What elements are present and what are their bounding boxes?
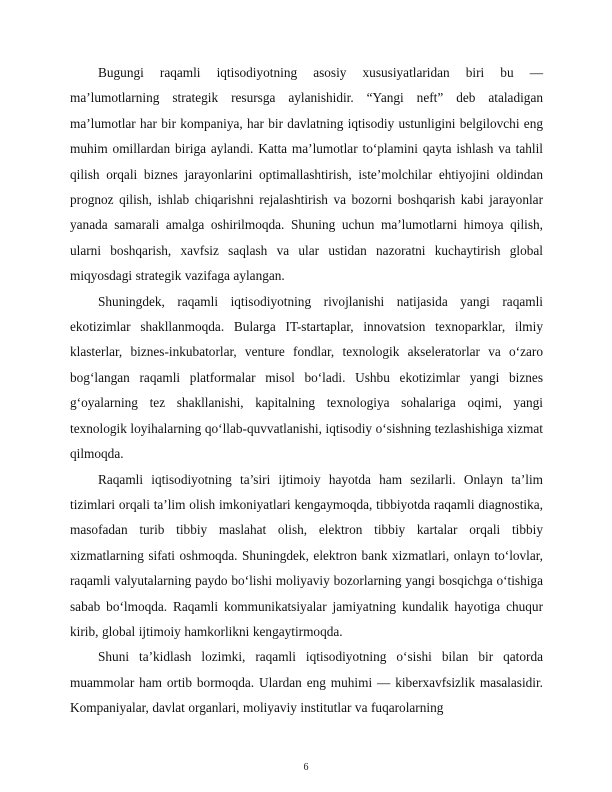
paragraph-data-importance: Bugungi raqamli iqtisodiyotning asosiy xususiyatlaridan biri bu — ma’lumotlarning strategik resursga aylanishidir. “Yangi neft” deb ataladigan ma’lumotlar har bir kompaniya, har bir davlatning iqtisodiy ustunligini belgilovchi eng muhim omillardan biriga aylandi. Katta ma’lumotlar to‘plamini qayta ishlash va tahlil qilish orqali biznes jarayonlarini optimallashtirish, iste’molchilar ehtiyojini oldindan prognoz qilish, ishlab chiqarishni rejalashtirish va bozorni boshqarish kabi jarayonlar yanada samarali amalga oshirilmoqda. Shuning uchun ma’lumotlarni himoya qilish, ularni boshqarish, xavfsiz saqlash va ular ustidan nazoratni kuchaytirish global miqyosdagi strategik vazifaga aylangan. <box>70 65 543 284</box>
paragraph-digital-ecosystems: Shuningdek, raqamli iqtisodiyotning rivojlanishi natijasida yangi raqamli ekotizimlar shakllanmoqda. Bularga IT-startaplar, innovatsion texnoparklar, ilmiy klasterlar, biznes-inkubatorlar, venture fondlar, texnologik akseleratorlar va o‘zaro bog‘langan raqamli platformalar misol bo‘ladi. Ushbu ekotizimlar yangi biznes g‘oyalarning tez shakllanishi, kapitalning texnologiya sohalariga oqimi, yangi texnologik loyihalarning qo‘llab-quvvatlanishi, iqtisodiy o‘sishning tezlashishiga xizmat qilmoqda. <box>70 293 543 462</box>
paragraph-cybersecurity: Shuni ta’kidlash lozimki, raqamli iqtisodiyotning o‘sishi bilan bir qatorda muammolar ham ortib bormoqda. Ulardan eng muhimi — kiberxavfsizlik masalasidir. Kompaniyalar, davlat organlari, moliyaviy institutlar va fuqarolarning <box>70 649 543 716</box>
page-number: 6 <box>303 762 309 773</box>
document-page <box>70 60 543 721</box>
paragraph-social-impact: Raqamli iqtisodiyotning ta’siri ijtimoiy hayotda ham sezilarli. Onlayn ta’lim tizimlari orqali ta’lim olish imkoniyatlari kengaymoqda, tibbiyotda raqamli diagnostika, masofadan turib tibbiy maslahat olish, elektron tibbiy kartalar orqali tibbiy xizmatlarning sifati oshmoqda. Shuningdek, elektron bank xizmatlari, onlayn to‘lovlar, raqamli valyutalarning paydo bo‘lishi moliyaviy bozorlarning yangi bosqichga o‘tishiga sabab bo‘lmoqda. Raqamli kommunikatsiyalar jamiyatning kundalik hayotiga chuqur kirib, global ijtimoiy hamkorlikni kengaytirmoqda. <box>70 471 543 639</box>
